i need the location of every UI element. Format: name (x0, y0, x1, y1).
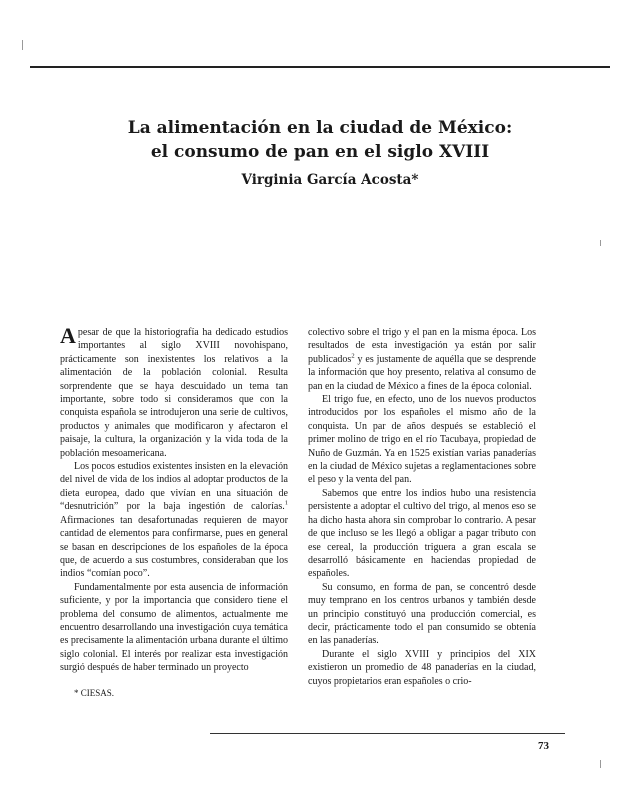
scan-mark (600, 240, 601, 246)
paragraph: Los pocos estudios existentes insisten en la elevación del nivel de vida de los indios al adoptar productos de la dieta europea, dado que vivían en una situación de “desnutrición” por la baja ingestión de calorías.$^1$ Afirmaciones tan desafortunadas requieren de mayor cantidad de elementos para confirmarse, pues en general se basan en descripciones de los españoles de la época que, de acuerdo a sus costumbres, consideraban que los indios “comían poco”. (60, 461, 288, 580)
footer-rule (210, 733, 565, 734)
body-column-left (60, 323, 288, 675)
paragraph: Apesar de que la historiografía ha dedicado estudios importantes al siglo XVIII novohispano, prácticamente son inexistentes los relativos a la alimentación de la población colonial. Resulta sorprendente que se haya descuidado un tema tan importante, sobre todo si consideramos que con la conquista española se introdujeron una serie de cultivos, productos y animales que modificaron y afectaron el paisaje, la cultura, la organización y la vida toda de la población mesoamericana. (60, 323, 288, 459)
paragraph: El trigo fue, en efecto, uno de los nuevos productos introducidos por los españoles el mismo año de la conquista. Un par de años después se estableció el primer molino de trigo en el río Tacubaya, propiedad de Nuño de Guzmán. Ya en 1525 existían varias panaderías en la ciudad de México sujetas a reglamentaciones sobre el peso y la venta del pan. (308, 394, 536, 486)
drop-cap: A (60, 323, 76, 348)
body-column-right (308, 326, 536, 688)
footnote-ref: 2 (351, 352, 355, 360)
scan-mark (22, 40, 23, 50)
footnote: * CIESAS. (74, 688, 115, 698)
page-number: 73 (538, 740, 549, 752)
paragraph: Durante el siglo XVIII y principios del XIX existieron un promedio de 48 panaderías en la ciudad, cuyos propietarios eran españoles o crio- (308, 648, 536, 687)
paragraph: Sabemos que entre los indios hubo una resistencia persistente a adoptar el cultivo del trigo, al menos eso se ha dicho hasta ahora sin comprobar lo contrario. A pesar de que incluso se les llegó a obligar a pagar tributo con ese cereal, la producción triguera a gran escala se desarrolló básicamente en haciendas propiedad de españoles. (308, 487, 536, 580)
header-rule (30, 66, 610, 68)
scan-mark (600, 760, 601, 768)
paragraph: colectivo sobre el trigo y el pan en la misma época. Los resultados de esta investigación ya están por salir publicados$^2$ y es justamente de aquélla que se desprende la información que hoy presento, relativa al consumo de pan en la ciudad de México a fines de la época colonial. (308, 327, 536, 392)
paragraph: Su consumo, en forma de pan, se concentró desde muy temprano en los centros urbanos y también desde un principio constituyó una producción comercial, es decir, prácticamente todo el pan consumido se obtenía en las panaderías. (308, 581, 536, 647)
paragraph: Fundamentalmente por esta ausencia de información suficiente, y por la importancia que considero tiene el problema del consumo de alimentos, actualmente me encuentro desarrollando una investigación cuya temática es precisamente la alimentación urbana durante el último siglo colonial. El interés por realizar esta investigación surgió después de haber terminado un proyecto (60, 581, 288, 674)
article-title-line2: el consumo de pan en el siglo XVIII (150, 142, 490, 162)
article-author: Virginia García Acosta* (241, 172, 419, 188)
article-title-line1: La alimentación en la ciudad de México: (127, 118, 513, 138)
footnote-ref: 1 (284, 499, 288, 507)
